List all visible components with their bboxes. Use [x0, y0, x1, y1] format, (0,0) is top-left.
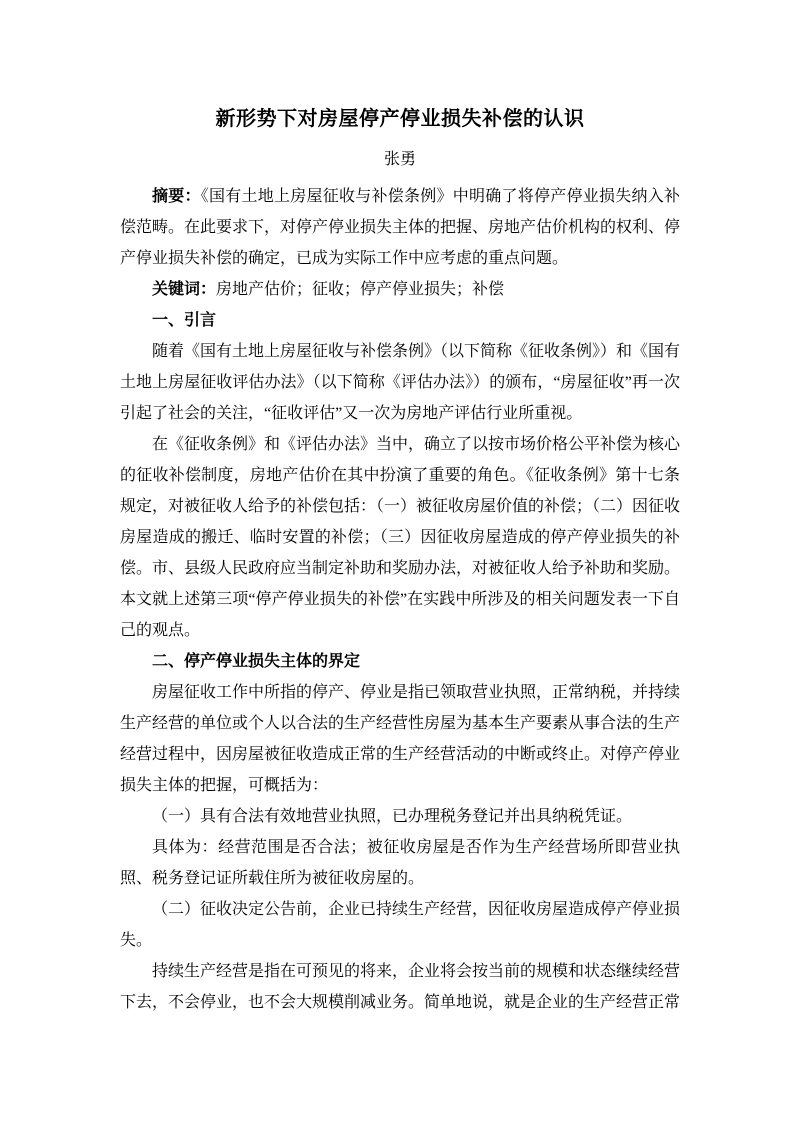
section-heading-loss-subject: 二、停产停业损失主体的界定	[152, 653, 361, 670]
abstract-label: 摘要：	[152, 188, 201, 205]
body-paragraph: （一）具有合法有效地营业执照，已办理税务登记并出具纳税凭证。	[152, 808, 633, 825]
abstract-paragraph	[120, 181, 680, 274]
section-heading-introduction: 一、引言	[152, 312, 217, 329]
body-paragraph: 持续生产经营是指在可预见的将来，企业将会按当前的规模和状态继续经营下去，不会停业，也不会大规模削减业务。简单地说，就是企业的生产经营正常	[120, 963, 681, 1011]
document-title: 新形势下对房屋停产停业损失补偿的认识	[215, 108, 585, 130]
keywords-label: 关键词：	[152, 281, 217, 298]
body-paragraph: 随着《国有土地上房屋征收与补偿条例》（以下简称《征收条例》）和《国有土地上房屋征收评估办法》（以下简称《评估办法》）的颁布，“房屋征收”再一次引起了社会的关注，“征收评估”又一次为房地产评估行业所重视。	[120, 343, 681, 422]
keywords-text: 房地产估价；征收；停产停业损失；补偿	[216, 281, 505, 298]
keywords-line	[120, 274, 680, 305]
abstract-text: 《国有土地上房屋征收与补偿条例》中明确了将停产停业损失纳入补偿范畴。在此要求下，对停产停业损失主体的把握、房地产估价机构的权利、停产停业损失补偿的确定，已成为实际工作中应考虑的重点问题。	[120, 188, 681, 267]
author-name: 张勇	[383, 151, 416, 168]
body-paragraph: （二）征收决定公告前，企业已持续生产经营，因征收房屋造成停产停业损失。	[120, 901, 681, 949]
body-paragraph: 在《征收条例》和《评估办法》当中，确立了以按市场价格公平补偿为核心的征收补偿制度，房地产估价在其中扮演了重要的角色。《征收条例》第十七条规定，对被征收人给予的补偿包括：（一）被征收房屋价值的补偿；（二）因征收房屋造成的搬迁、临时安置的补偿；（三）因征收房屋造成的停产停业损失的补偿。市、县级人民政府应当制定补助和奖励办法，对被征收人给予补助和奖励。本文就上述第三项“停产停业损失的补偿”在实践中所涉及的相关问题发表一下自己的观点。	[120, 436, 681, 639]
body-paragraph: 具体为：经营范围是否合法；被征收房屋是否作为生产经营场所即营业执照、税务登记证所载住所为被征收房屋的。	[120, 839, 680, 887]
body-paragraph: 房屋征收工作中所指的停产、停业是指已领取营业执照，正常纳税，并持续生产经营的单位或个人以合法的生产经营性房屋为基本生产要素从事合法的生产经营过程中，因房屋被征收造成正常的生产经营活动的中断或终止。对停产停业损失主体的把握，可概括为：	[120, 684, 681, 794]
